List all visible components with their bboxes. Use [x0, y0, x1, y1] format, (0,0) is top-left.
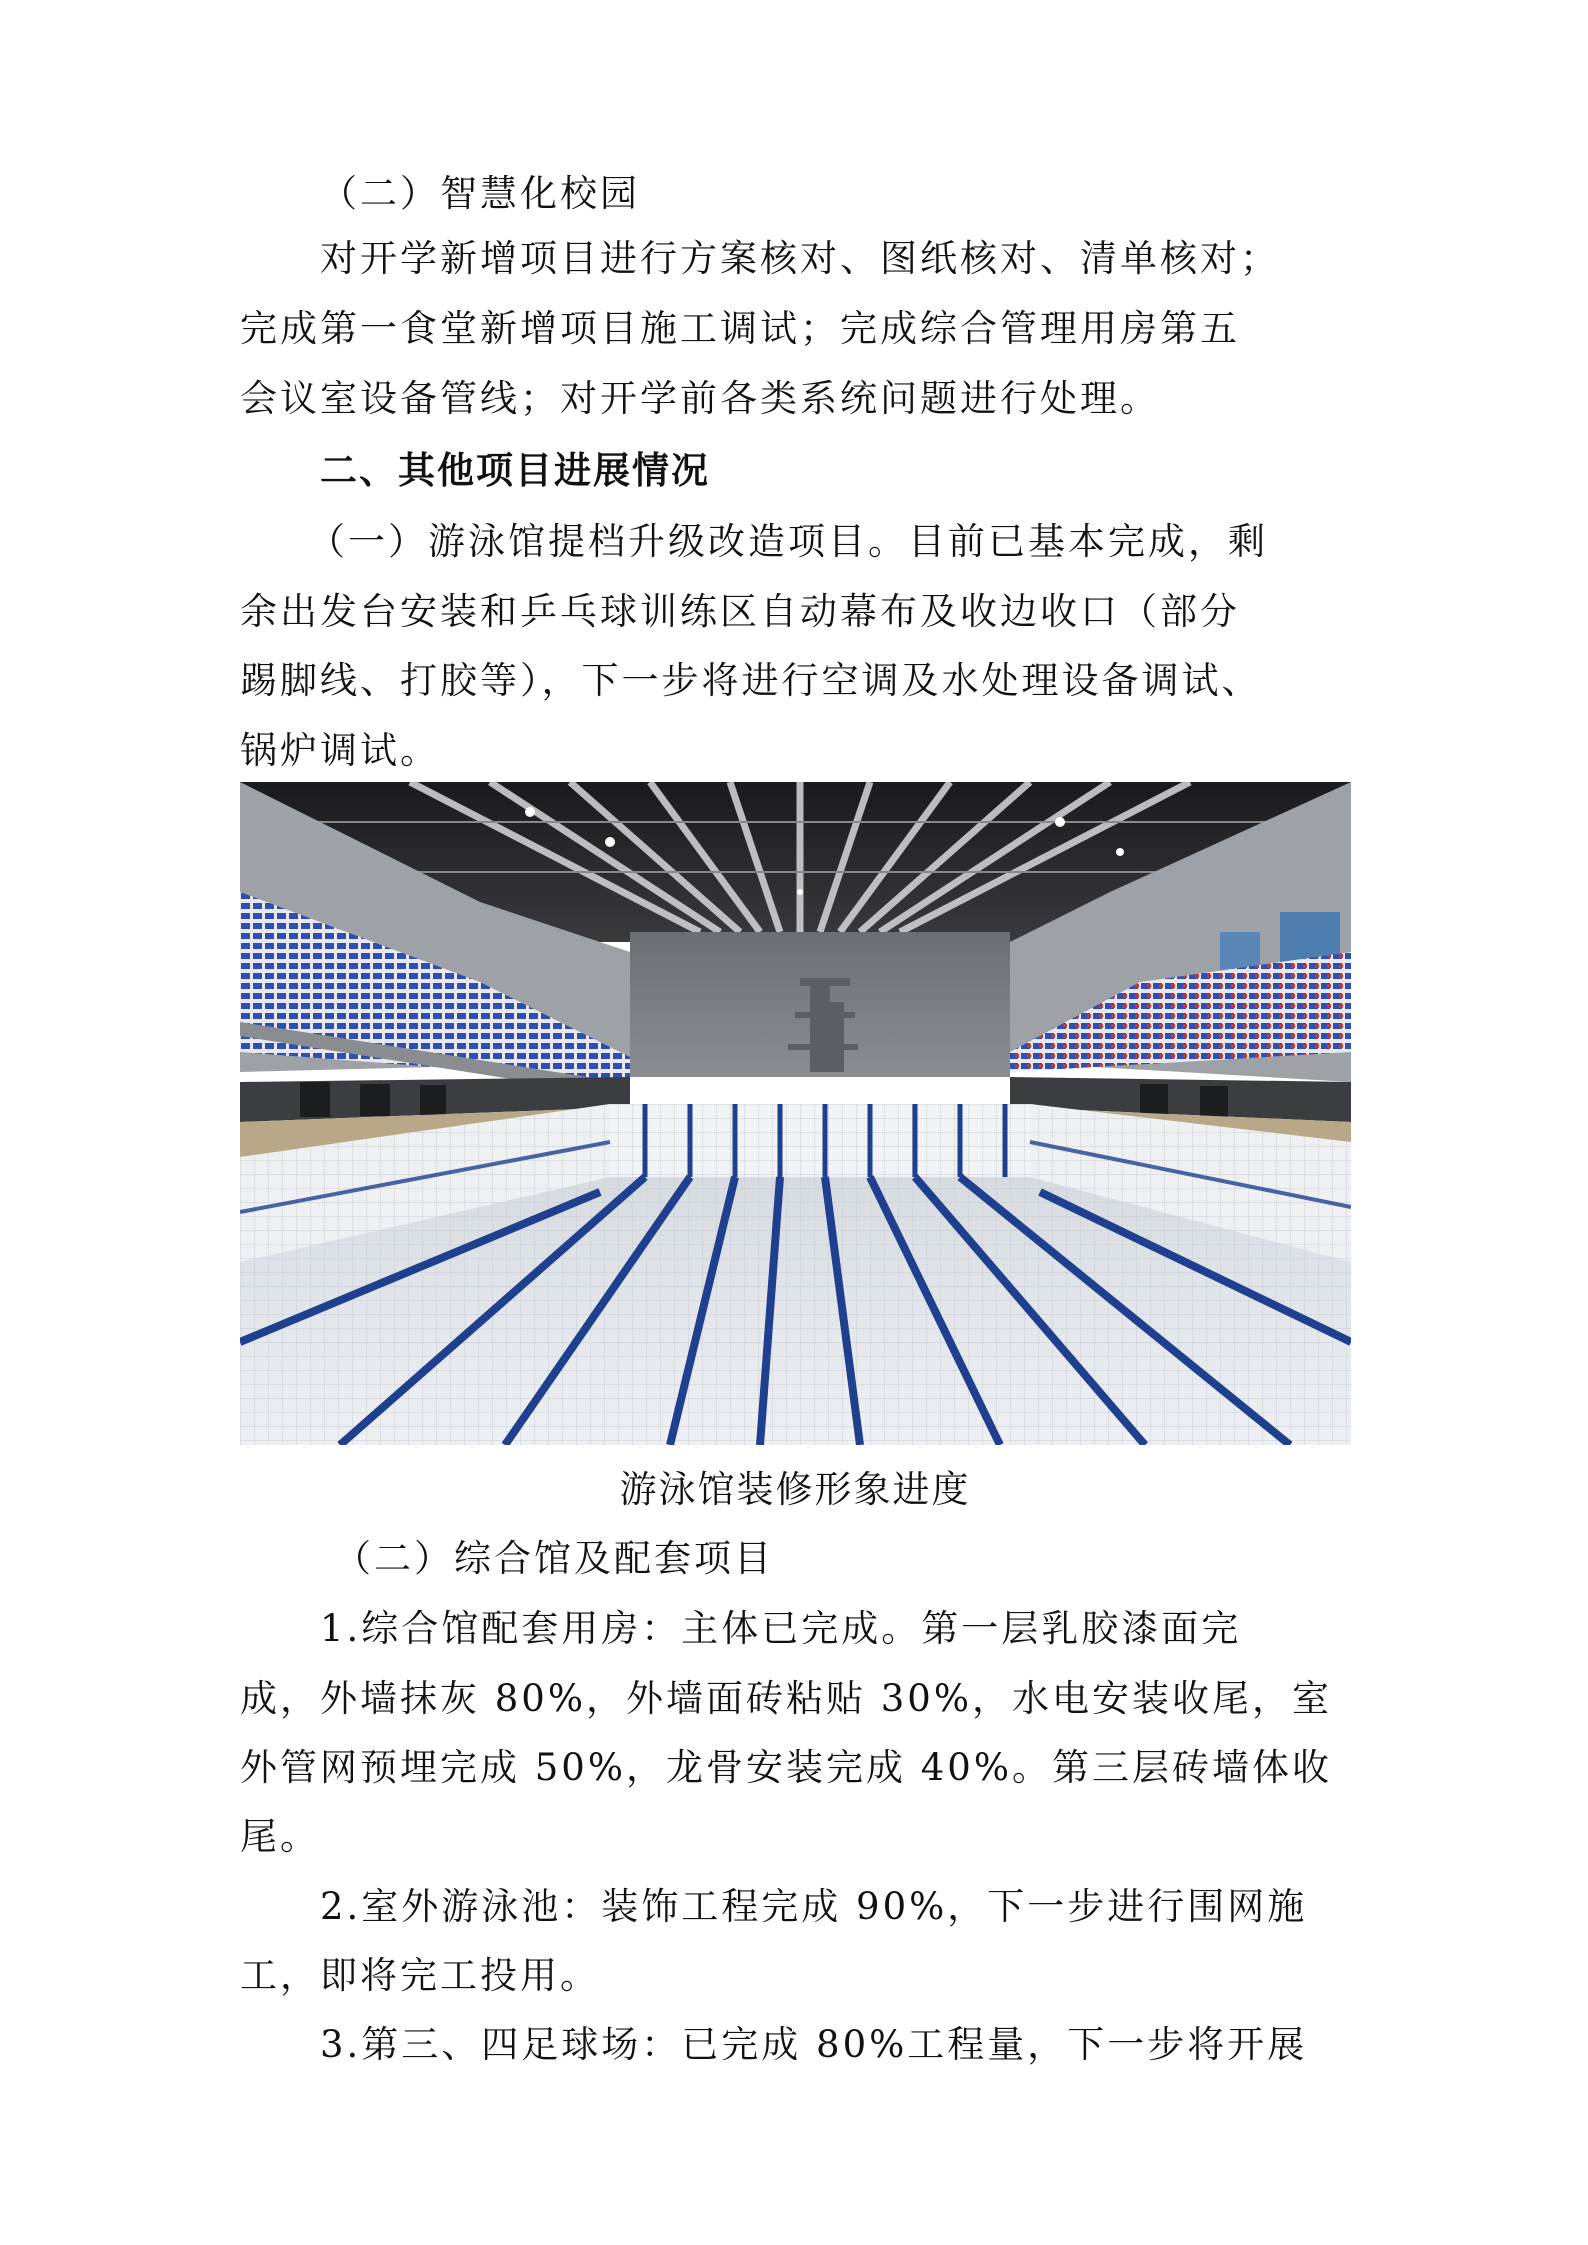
- paragraph-line: 成，外墙抹灰 80%，外墙面砖粘贴 30%，水电安装收尾，室: [240, 1677, 1332, 1720]
- section-heading-complex: （二）综合馆及配套项目: [334, 1537, 774, 1580]
- swimming-hall-photo: [240, 782, 1351, 1445]
- paragraph-line: 锅炉调试。: [240, 729, 440, 772]
- paragraph-line: 尾。: [240, 1815, 320, 1858]
- paragraph-line: 3.第三、四足球场：已完成 80%工程量，下一步将开展: [320, 2023, 1308, 2066]
- photo-caption: 游泳馆装修形象进度: [619, 1468, 971, 1511]
- paragraph-line: 1.综合馆配套用房：主体已完成。第一层乳胶漆面完: [320, 1607, 1242, 1650]
- paragraph-line: 完成第一食堂新增项目施工调试；完成综合管理用房第五: [240, 307, 1240, 350]
- paragraph-line: 外管网预埋完成 50%，龙骨安装完成 40%。第三层砖墙体收: [240, 1746, 1332, 1789]
- section-heading-smart-campus: （二）智慧化校园: [320, 172, 640, 215]
- section-heading-other-projects: 二、其他项目进展情况: [320, 449, 710, 492]
- paragraph-line: 2.室外游泳池：装饰工程完成 90%，下一步进行围网施: [320, 1885, 1308, 1928]
- paragraph-line: 对开学新增项目进行方案核对、图纸核对、清单核对；: [320, 237, 1280, 280]
- paragraph-line: 工，即将完工投用。: [240, 1954, 600, 1997]
- paragraph-line: （一）游泳馆提档升级改造项目。目前已基本完成，剩: [308, 520, 1268, 563]
- paragraph-line: 会议室设备管线；对开学前各类系统问题进行处理。: [240, 377, 1160, 420]
- paragraph-line: 余出发台安装和乒乓球训练区自动幕布及收边收口（部分: [240, 590, 1240, 633]
- paragraph-line: 踢脚线、打胶等），下一步将进行空调及水处理设备调试、: [240, 659, 1262, 702]
